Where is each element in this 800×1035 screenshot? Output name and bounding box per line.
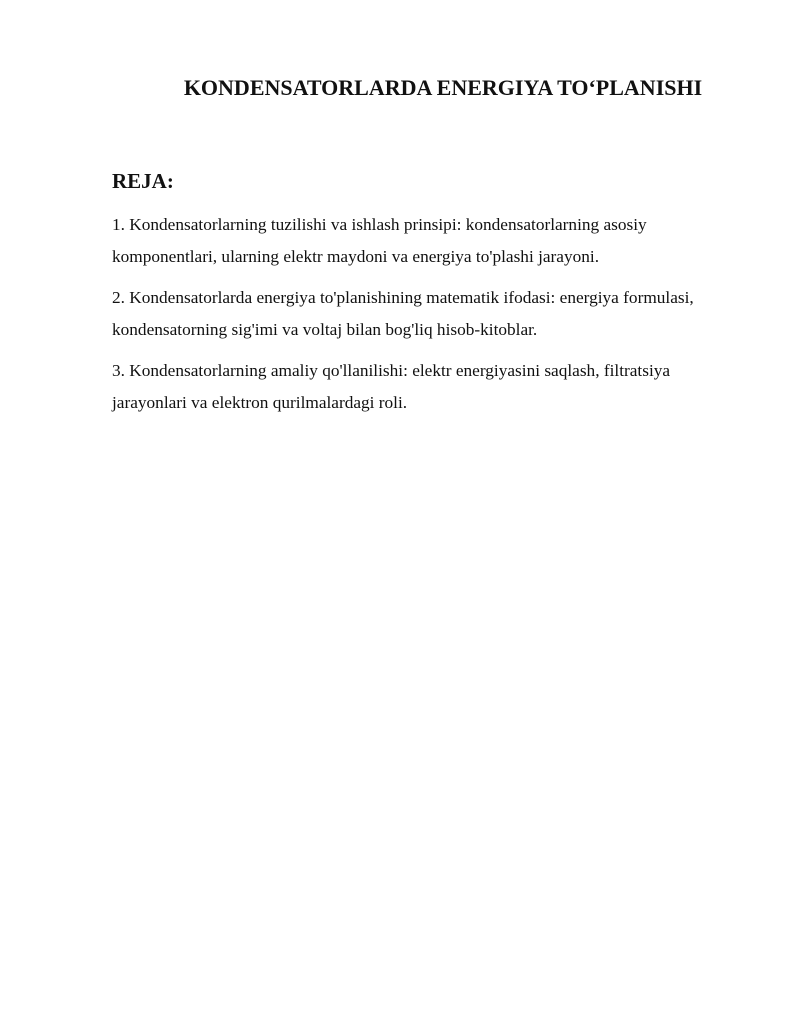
- document-title: KONDENSATORLARDA ENERGIYA TO‘PLANISHI: [183, 75, 703, 100]
- plan-item-1: 1. Kondensatorlarning tuzilishi va ishlash prinsipi: kondensatorlarning asosiy komponentlari, ularning elektr maydoni va energiya to'plashi jarayoni.: [112, 215, 647, 266]
- plan-item-3: 3. Kondensatorlarning amaliy qo'llanilishi: elektr energiyasini saqlash, filtratsiya jarayonlari va elektron qurilmalardagi roli.: [112, 361, 671, 412]
- plan-list: [112, 209, 736, 428]
- plan-heading: REJA:: [112, 169, 174, 193]
- plan-item-2: 2. Kondensatorlarda energiya to'planishining matematik ifodasi: energiya formulasi, kondensatorning sig'imi va voltaj bilan bog'liq hisob-kitoblar.: [112, 288, 694, 339]
